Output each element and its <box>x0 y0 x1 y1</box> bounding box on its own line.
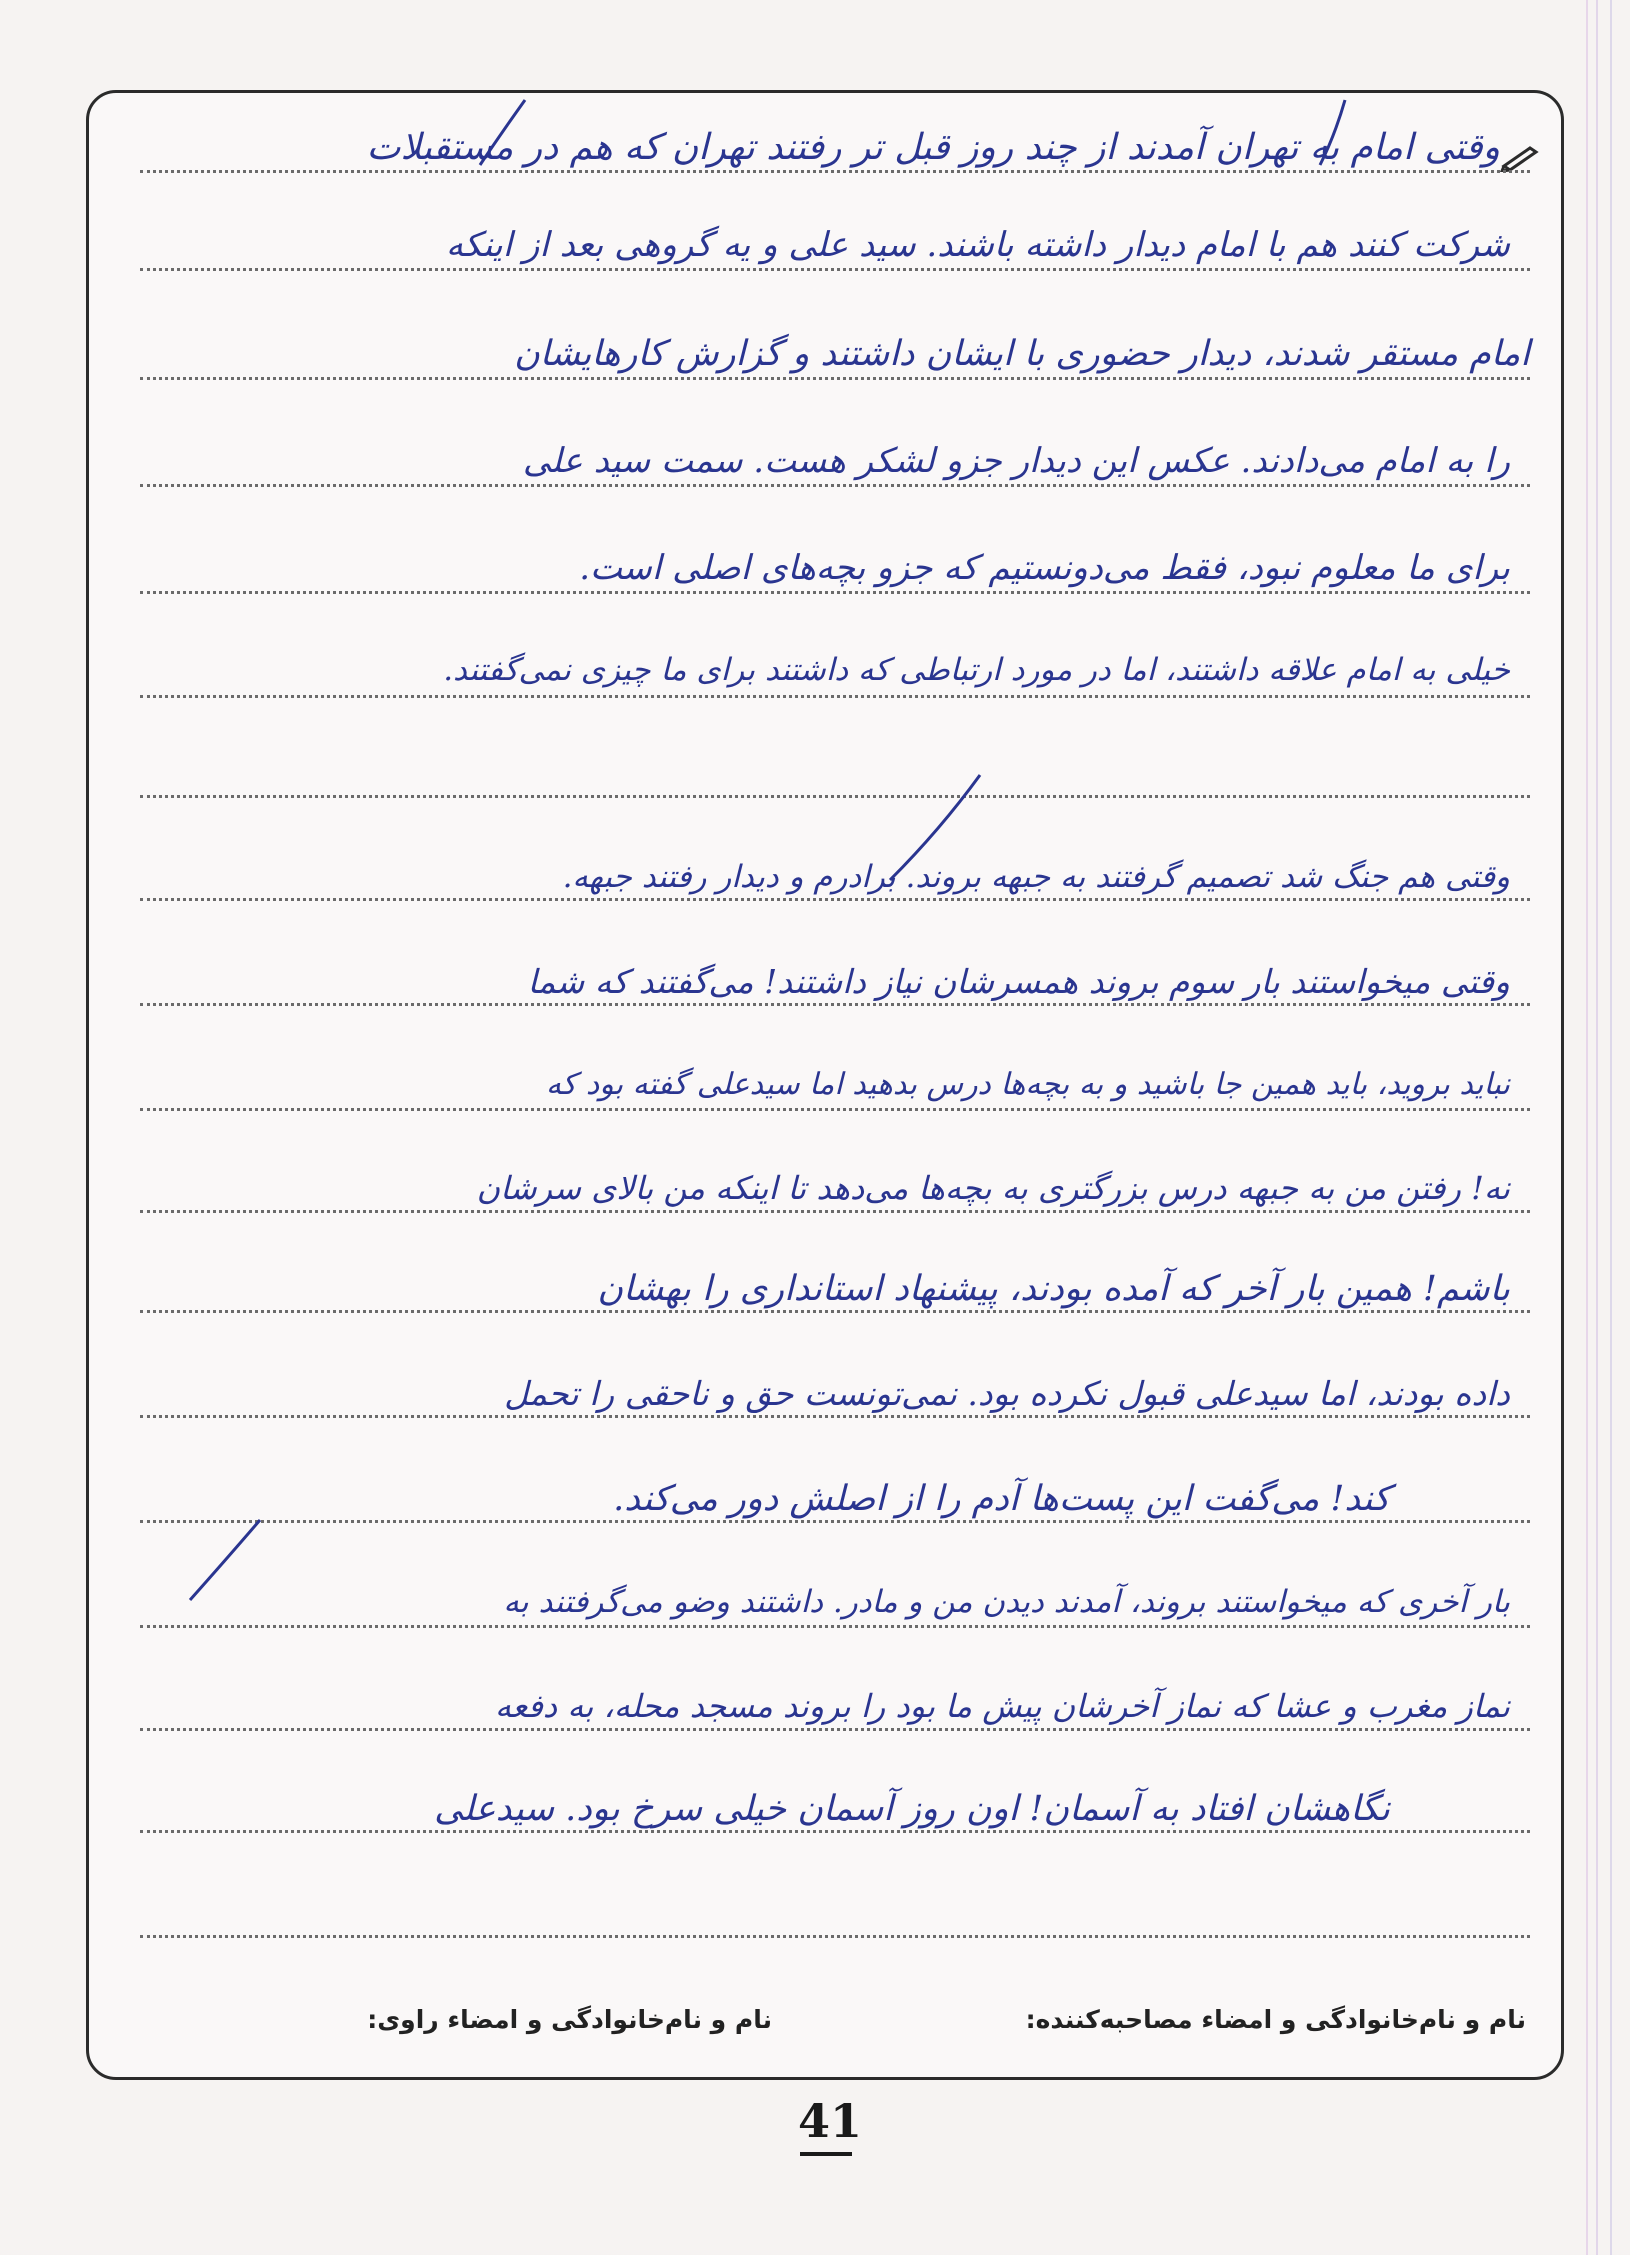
ruled-line <box>140 377 1530 380</box>
ruled-line <box>140 1728 1530 1731</box>
ruled-line <box>140 484 1530 487</box>
handwritten-line: کند! می‌گفت این پست‌ها آدم را از اصلش دور می‌کند. <box>613 1479 1390 1519</box>
ruled-line <box>140 268 1530 271</box>
handwritten-line: برای ما معلوم نبود، فقط می‌دونستیم که جزو بچه‌های اصلی است. <box>579 548 1510 588</box>
page-edge-line <box>1596 0 1598 2255</box>
page-number-underline <box>800 2152 852 2156</box>
pen-icon <box>1500 142 1540 172</box>
ruled-line <box>140 1415 1530 1418</box>
handwritten-line: نماز مغرب و عشا که نماز آخرشان پیش ما بود را بروند مسجد محله، به دفعه <box>495 1687 1510 1725</box>
handwritten-line: داده بودند، اما سیدعلی قبول نکرده بود. نمی‌تونست حق و ناحقی را تحمل <box>504 1374 1510 1413</box>
handwritten-line: بار آخری که میخواستند بروند، آمدند دیدن من و مادر. داشتند وضو می‌گرفتند به <box>503 1584 1510 1620</box>
ruled-line <box>140 591 1530 594</box>
handwritten-line: باشم! همین بار آخر که آمده بودند، پیشنهاد استانداری را بهشان <box>597 1269 1510 1309</box>
handwritten-line: وقتی امام به تهران آمدند از چند روز قبل تر رفتند تهران که هم در مستقبلات <box>366 127 1500 168</box>
ruled-line <box>140 1108 1530 1111</box>
interviewer-signature-label: نام و نام‌خانوادگی و امضاء مصاحبه‌کننده: <box>1025 2005 1526 2034</box>
handwritten-line: وقتی میخواستند بار سوم بروند همسرشان نیاز داشتند! می‌گفتند که شما <box>527 962 1510 1001</box>
handwritten-line: نباید بروید، باید همین جا باشید و به بچه‌ها درس بدهید اما سیدعلی گفته بود که <box>546 1067 1510 1102</box>
ruled-line <box>140 1830 1530 1833</box>
handwritten-line: را به امام می‌دادند. عکس این دیدار جزو لشکر هست. سمت سید علی <box>522 441 1510 481</box>
ruled-line <box>140 1520 1530 1523</box>
page-number: 41 <box>797 2094 862 2148</box>
handwritten-line: نه! رفتن من به جبهه درس بزرگتری به بچه‌ها می‌دهد تا اینکه من بالای سرشان <box>476 1169 1510 1207</box>
page-edge-line <box>1586 0 1588 2255</box>
pen-stroke <box>180 1515 300 1605</box>
handwritten-line: امام مستقر شدند، دیدار حضوری با ایشان داشتند و گزارش کارهایشان <box>514 334 1530 374</box>
ruled-line <box>140 898 1530 901</box>
ruled-line <box>140 1003 1530 1006</box>
page-edge-line <box>1610 0 1612 2255</box>
ruled-line <box>140 1935 1530 1938</box>
ruled-line <box>140 695 1530 698</box>
handwritten-line: وقتی هم جنگ شد تصمیم گرفتند به جبهه بروند. برادرم و دیدار رفتند جبهه. <box>562 859 1510 895</box>
ruled-line <box>140 795 1530 798</box>
pen-stroke <box>880 770 1000 890</box>
handwritten-line: خیلی به امام علاقه داشتند، اما در مورد ارتباطی که داشتند برای ما چیزی نمی‌گفتند. <box>443 652 1510 688</box>
narrator-signature-label: نام و نام‌خانوادگی و امضاء راوی: <box>367 2005 772 2034</box>
ruled-line <box>140 1210 1530 1213</box>
pen-stroke <box>440 95 1440 175</box>
ruled-line <box>140 1310 1530 1313</box>
handwritten-line: شرکت کنند هم با امام دیدار داشته باشند. سید علی و یه گروهی بعد از اینکه <box>445 225 1510 265</box>
handwritten-line: نگاهشان افتاد به آسمان! اون روز آسمان خیلی سرخ بود. سیدعلی <box>434 1789 1390 1829</box>
ruled-line <box>140 1625 1530 1628</box>
